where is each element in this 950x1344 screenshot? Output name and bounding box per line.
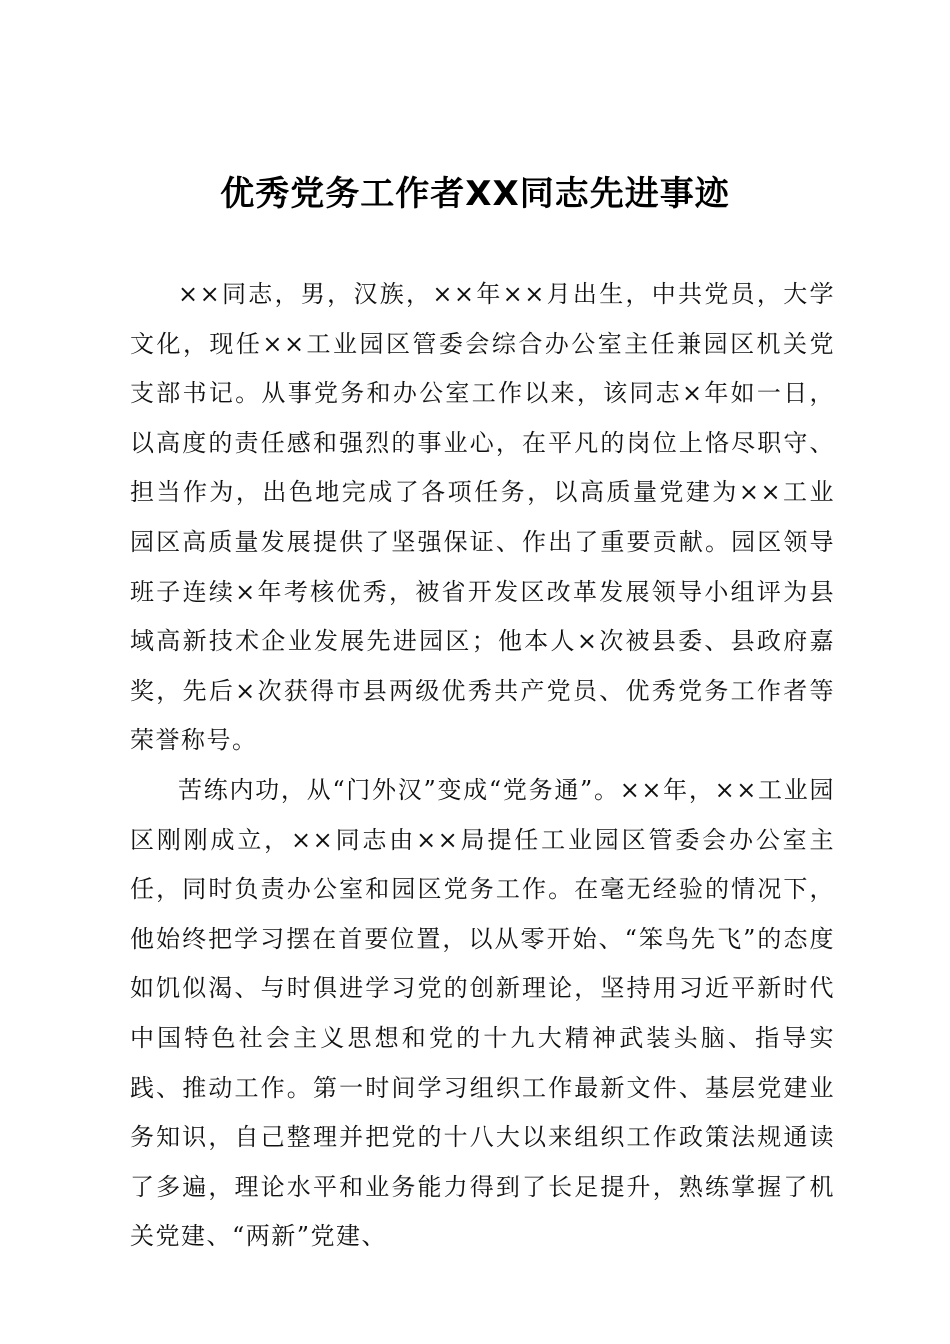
document-body [130, 270, 835, 1262]
paragraph-section-1: 苦练内功，从“门外汉”变成“党务通”。××年，××工业园区刚刚成立，××同志由××局提任工业园区管委会办公室主任，同时负责办公室和园区党务工作。在毫无经验的情况下，他始终把学习摆在首要位置，以从零开始、“笨鸟先飞”的态度如饥似渴、与时俱进学习党的创新理论，坚持用习近平新时代中国特色社会主义思想和党的十九大精神武装头脑、指导实践、推动工作。第一时间学习组织工作最新文件、基层党建业务知识，自己整理并把党的十八大以来组织工作政策法规通读了多遍，理论水平和业务能力得到了长足提升，熟练掌握了机关党建、“两新”党建、 [130, 775, 835, 1251]
paragraph-intro: ××同志，男，汉族，××年××月出生，中共党员，大学文化，现任××工业园区管委会综合办公室主任兼园区机关党支部书记。从事党务和办公室工作以来，该同志×年如一日，以高度的责任感和强烈的事业心，在平凡的岗位上恪尽职守、担当作为，出色地完成了各项任务，以高质量党建为××工业园区高质量发展提供了坚强保证、作出了重要贡献。园区领导班子连续×年考核优秀，被省开发区改革发展领导小组评为县域高新技术企业发展先进园区；他本人×次被县委、县政府嘉奖，先后×次获得市县两级优秀共产党员、优秀党务工作者等荣誉称号。 [130, 280, 835, 755]
document-title: 优秀党务工作者XX同志先进事迹 [220, 174, 730, 214]
